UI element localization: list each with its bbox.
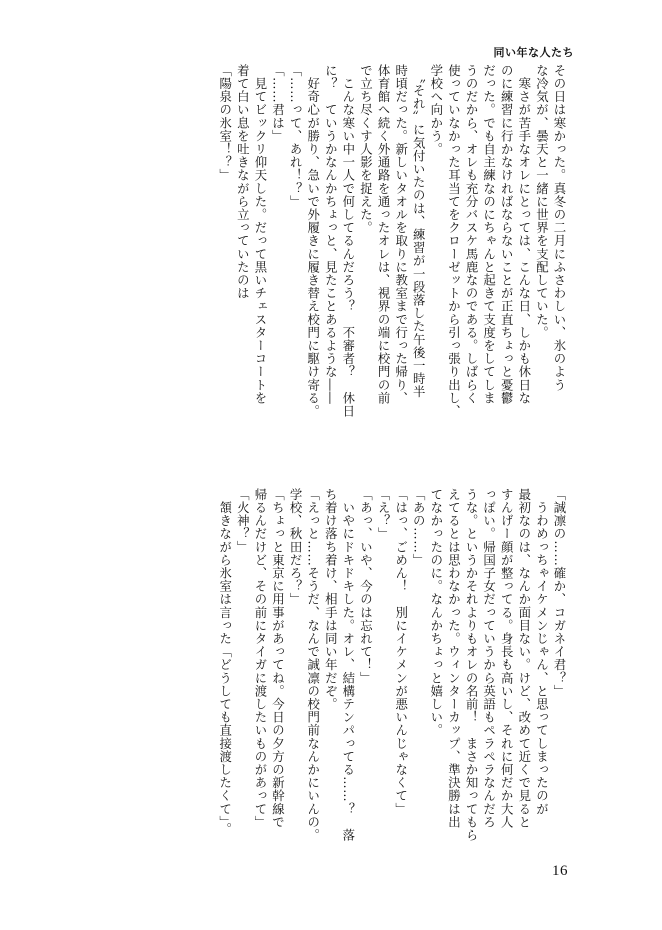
running-header-title: 同い年な人たち <box>493 46 574 59</box>
text-line: うわめっちゃイケメンじゃん、と思ってしまったのが <box>534 488 550 816</box>
text-line: こんな寒い中一人で何してるんだろう？ 不審者？ 休日 <box>340 64 356 418</box>
text-line: 〝それ〟に気付いたのは、練習が一段落した午後一時半 <box>411 64 427 399</box>
text-line: に？ ていうかなんかちょっと、見たことあるような―― <box>323 64 339 405</box>
text-line: 学校、秋田だろ？」 <box>288 488 304 606</box>
text-line: っぽい。帰国子女だっていうから英語もペラペラなんだろ <box>481 488 497 829</box>
text-line: 寒さが苦手なオレにとっては、こんな日、しかも休日な <box>516 64 532 405</box>
text-line: 好奇心が勝り、急いで外履きに履き替え校門に駆け寄る。 <box>305 64 321 418</box>
text-line: だった。でも自主練なのにちゃんと起きて支度をしてしま <box>481 64 497 405</box>
text-line: 「えっと……そうだ、なんで誠凛の校門前なんかにいんの。 <box>305 488 321 842</box>
text-line: すんげー顔が整ってる。身長も高いし、それに何だか大人 <box>499 488 515 829</box>
text-line: えてるとは思わなかった。ウィンターカップ、準決勝は出 <box>446 488 462 829</box>
text-block-bottom <box>88 488 568 868</box>
text-line: 帰るんだけど、その前にタイガに渡したいものがあって」 <box>252 488 268 829</box>
text-line: その日は寒かった。真冬の二月にふさわしい、氷のよう <box>552 64 567 392</box>
text-line: 学校へ向かう。 <box>428 64 444 156</box>
text-line: で立ち尽くす人影を捉えた。 <box>358 64 374 235</box>
text-line: 頷きながら氷室は言った「どうしても直接渡したくて」。 <box>217 488 233 836</box>
text-line: ち着け落ち着け、相手は同い年だぞ。 <box>323 488 339 711</box>
text-line: 「ちょっと東京に用事があってね。今日の夕方の新幹線で <box>270 488 286 829</box>
text-line: 「陽泉の氷室！？」 <box>217 64 233 182</box>
text-line: 見てビックリ仰天した。だって黒いチェスターコートを <box>252 64 268 405</box>
text-line: うな。というかそれよりもオレの名前！ まさか知ってもら <box>464 488 480 842</box>
text-line: 「あっ、いや、今のは忘れて！」 <box>358 488 374 685</box>
text-line: てなかったのに。なんかちょっと嬉しい。 <box>428 488 444 737</box>
text-line: 「……って、あれ！？」 <box>288 64 304 209</box>
text-line: 「誠凛の……確か、コガネイ君？」 <box>552 488 567 698</box>
text-line: 体育館へ続く外通路を通ったオレは、視界の端に校門の前 <box>376 64 392 405</box>
text-line: うのだから、オレも充分バスケ馬鹿なのである。しばらく <box>464 64 480 405</box>
text-line: 「え？」 <box>376 488 392 541</box>
text-line: いやにドキドキした。オレ、結構テンパってる……？ 落 <box>340 488 356 842</box>
text-line: 時頃だった。新しいタオルを取りに教室まで行った帰り、 <box>393 64 409 405</box>
text-line: 着て白い息を吐きながら立っていたのは <box>235 64 251 300</box>
text-line: のに練習に行かなければならないことが正直ちょっと憂鬱 <box>499 64 515 405</box>
text-line: 「……君は」 <box>270 64 286 143</box>
page-number: 16 <box>552 863 568 879</box>
text-block-top <box>88 64 568 444</box>
text-line: 「はっ、ごめん！ 別にイケメンが悪いんじゃなくて」 <box>393 488 409 816</box>
text-line: 最初なのは、なんか面目ない。けど、改めて近くで見ると <box>516 488 532 829</box>
text-line: な冷気が、曇天と一緒に世界を支配していた。 <box>534 64 550 340</box>
text-line: 「火神？」 <box>235 488 251 554</box>
text-line: 使っていなかった耳当てをクローゼットから引っ張り出し、 <box>446 64 462 418</box>
text-line: 「あの……」 <box>411 488 427 567</box>
